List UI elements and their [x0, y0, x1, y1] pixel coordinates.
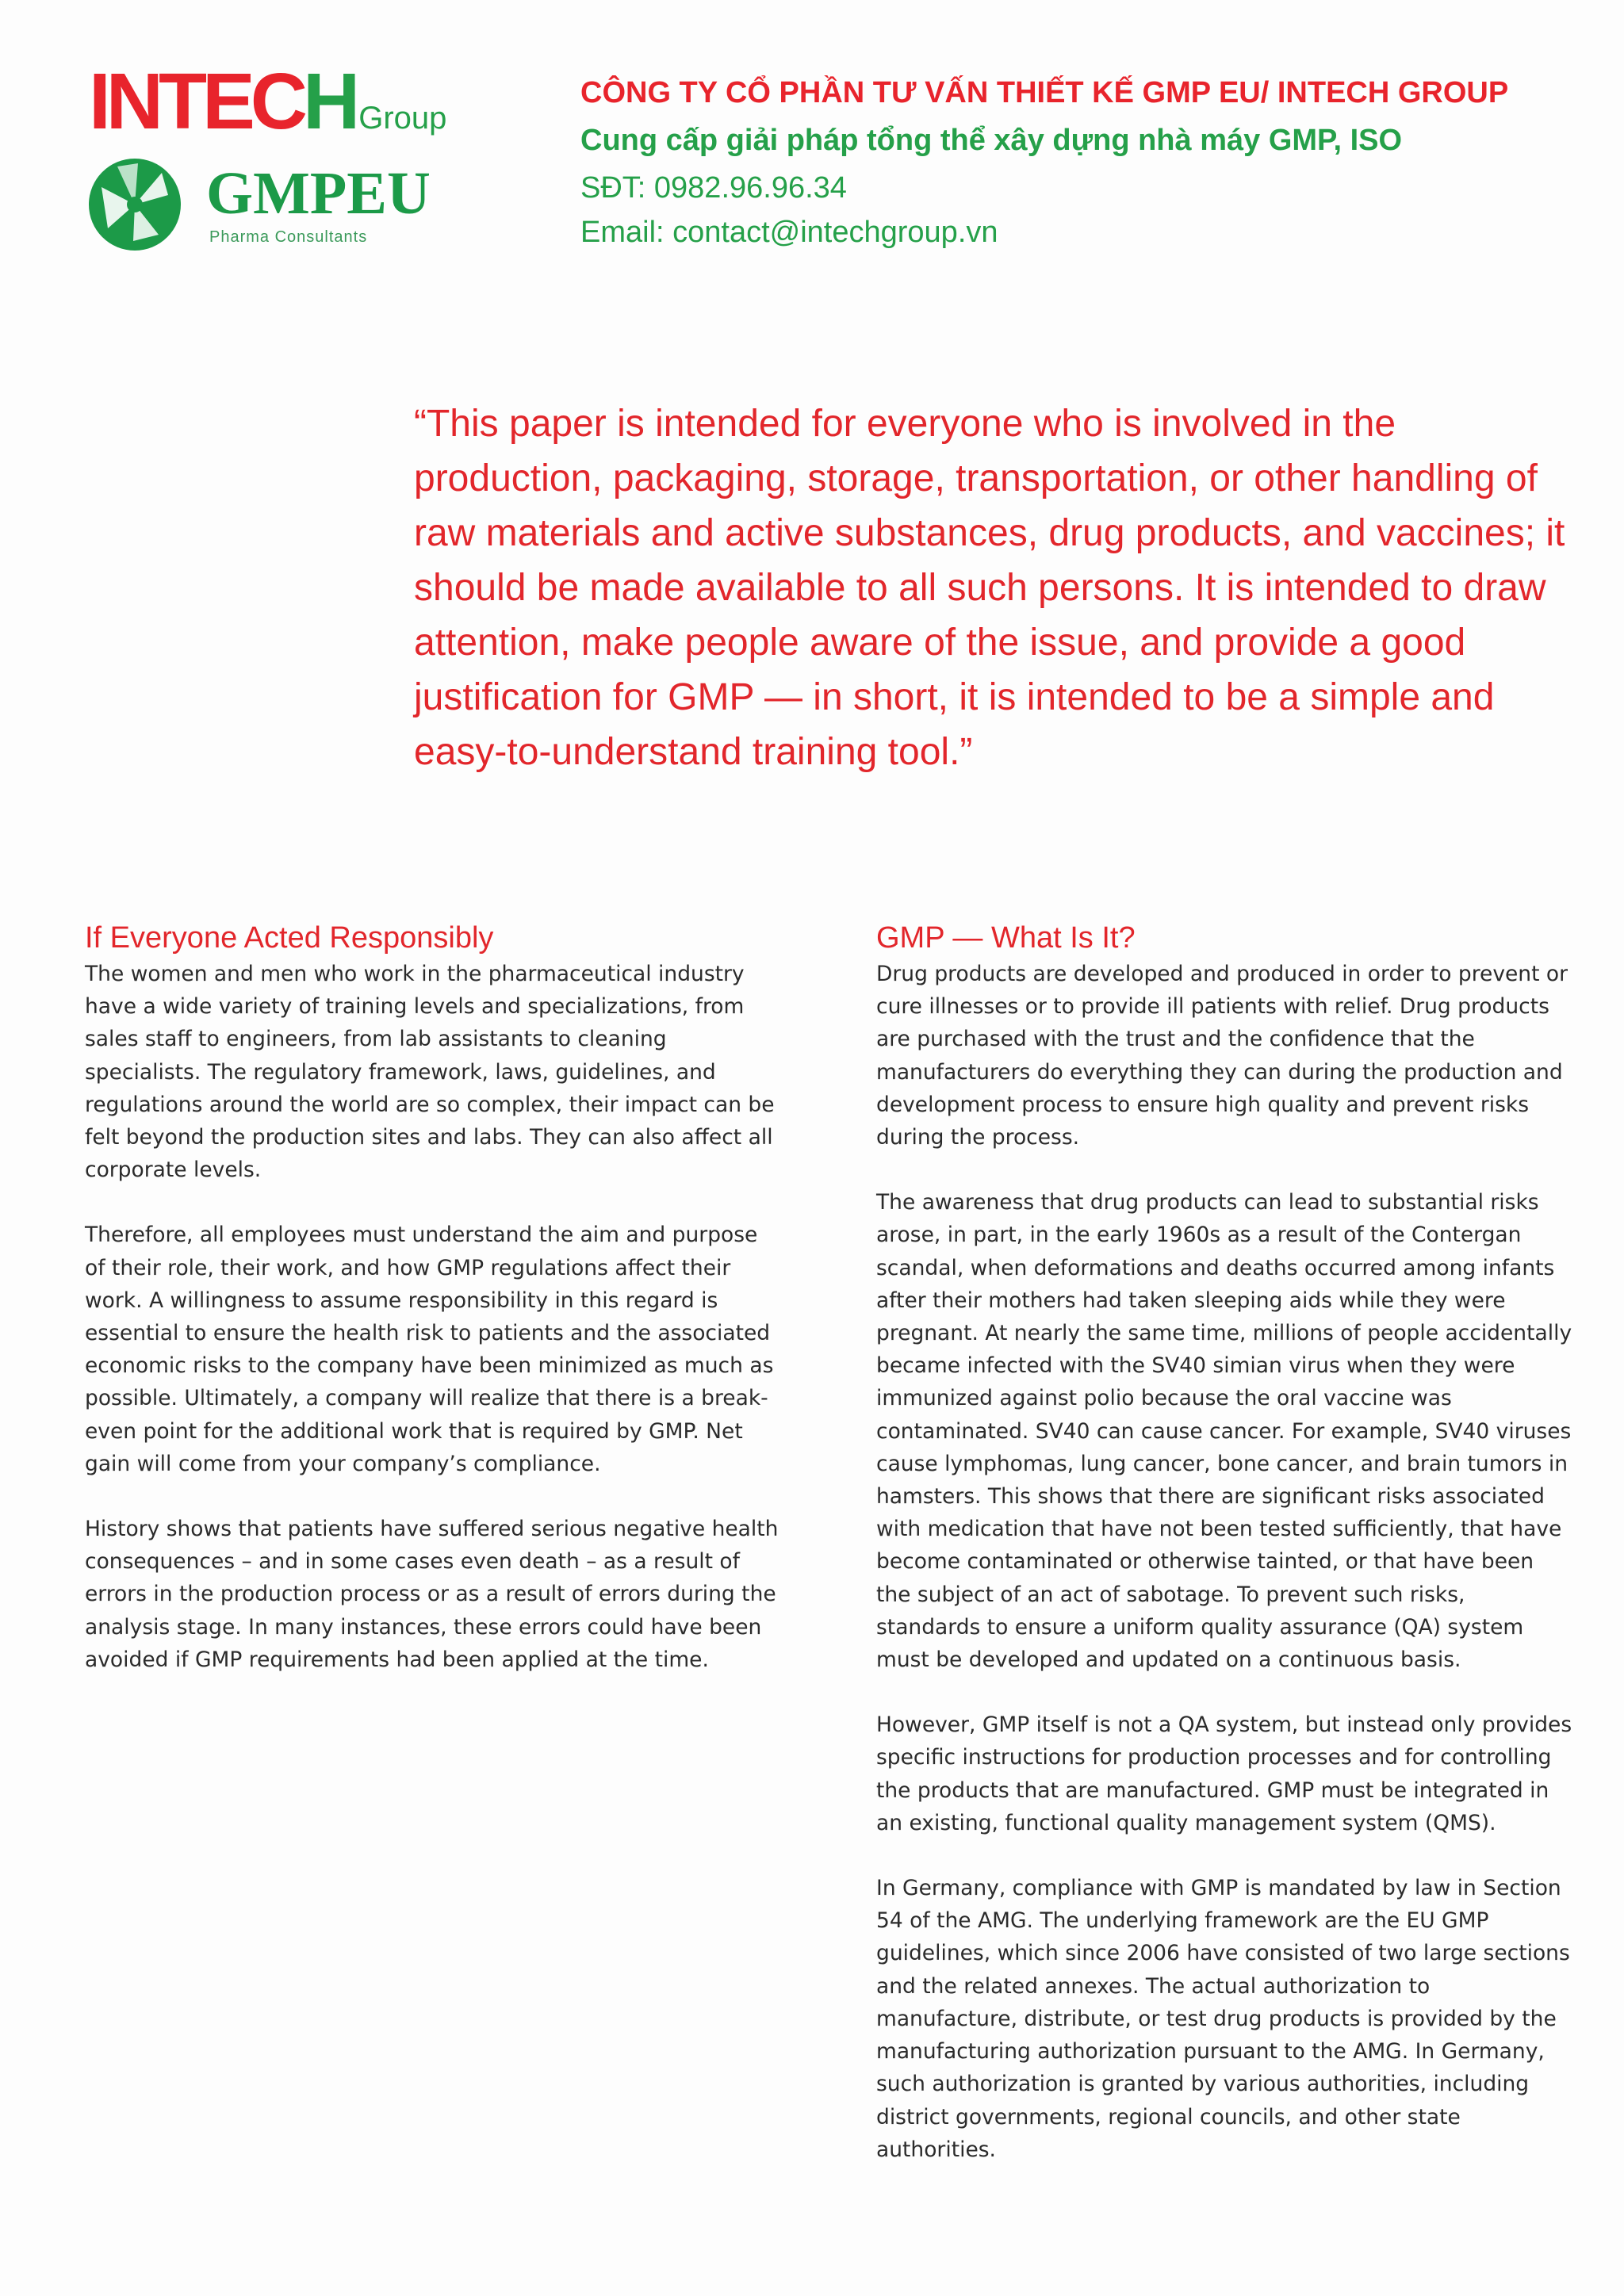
company-slogan: Cung cấp giải pháp tổng thể xây dựng nhà máy GMP, ISO [580, 124, 1403, 157]
company-phone: SĐT: 0982.96.96.34 [580, 171, 847, 205]
left-column-heading: If Everyone Acted Responsibly [85, 921, 494, 955]
right-paragraph-4: In Germany, compliance with GMP is mandated by law in Section 54 of the AMG. The underlying framework are the EU GMP guidelines, which since 2006 have consisted of two large sections and the related annexes. The actual authorization to manufacture, distribute, or test drug products is provided by the manufacturing authorization pursuant to the AMG. In Germany, such authorization is granted by various authorities, including district governments, regional councils, and other state authorities. [876, 1876, 1570, 2162]
left-paragraph-2: Therefore, all employees must understand the aim and purpose of their role, their work, and how GMP regulations affect their work. A willingness to assume responsibility in this regard is essential to ensure the health risk to patients and the associated economic risks to the company have been minimized as much as possible. Ultimately, a company will realize that there is a break-even point for the additional work that is required by GMP. Net gain will come from your company’s compliance. [85, 1223, 774, 1476]
right-column-heading: GMP — What Is It? [876, 921, 1136, 955]
intech-logo-suffix: H [303, 57, 356, 146]
page-header [0, 0, 1624, 285]
intech-logo-prefix: INTEC [89, 57, 303, 146]
gmpeu-logo-name: GMPEU [206, 160, 431, 227]
left-column [85, 920, 783, 1709]
right-paragraph-3: However, GMP itself is not a QA system, but instead only provides specific instructions for production processes and for controlling the products that are manufactured. GMP must be integrated in an existing, functional quality management system (QMS). [876, 1712, 1572, 1835]
gmpeu-logo [86, 155, 435, 251]
company-name: CÔNG TY CỔ PHẦN TƯ VẤN THIẾT KẾ GMP EU/ INTECH GROUP [580, 76, 1509, 109]
right-paragraph-1: Drug products are developed and produced in order to prevent or cure illnesses or to provide ill patients with relief. Drug products are purchased with the trust and the confidence that the manufacturers do everything they can during the production and development process to ensure high quality and prevent risks during the process. [876, 962, 1568, 1150]
intro-quote: “This paper is intended for everyone who is involved in the production, packaging, storage, transportation, or other handling of raw materials and active substances, drug products, and vaccines; it should be made available to all such persons. It is intended to draw attention, make people aware of the issue, and provide a good justification for GMP — in short, it is intended to be a simple and easy-to-understand training tool.” [414, 403, 1565, 773]
intech-logo-group: Group [358, 101, 447, 136]
gmpeu-logo-subtitle: Pharma Consultants [209, 228, 368, 246]
left-paragraph-1: The women and men who work in the pharmaceutical industry have a wide variety of training levels and specializations, from sales staff to engineers, from lab assistants to cleaning specialists. The regulatory framework, laws, guidelines, and regulations around the world are so complex, their impact can be felt beyond the production sites and labs. They can also affect all corporate levels. [85, 962, 775, 1183]
intech-logo [89, 57, 447, 146]
gmpeu-emblem-icon [86, 155, 184, 254]
right-column [876, 920, 1574, 2198]
right-paragraph-2: The awareness that drug products can lead to substantial risks arose, in part, in the early 1960s as a result of the Contergan scandal, when deformations and deaths occurred among infants after their mothers had taken sleeping aids while they were pregnant. At nearly the same time, millions of people accidentally became infected with the SV40 simian virus when they were immunized against polio because the oral vaccine was contaminated. SV40 can cause cancer. For example, SV40 viruses cause lymphomas, lung cancer, bone cancer, and brain tumors in hamsters. This shows that there are significant risks associated with medication that have not been tested sufficiently, that have become contaminated or otherwise tainted, or that have been the subject of an act of sabotage. To prevent such risks, standards to ensure a uniform quality assurance (QA) system must be developed and updated on a continuous basis. [876, 1190, 1572, 1673]
company-info [580, 78, 1508, 262]
company-email: Email: contact@intechgroup.vn [580, 216, 998, 249]
left-paragraph-3: History shows that patients have suffered serious negative health consequences – and in some cases even death – as a result of errors in the production process or as a result of errors during the analysis stage. In many instances, these errors could have been avoided if GMP requirements had been applied at the time. [85, 1517, 779, 1672]
